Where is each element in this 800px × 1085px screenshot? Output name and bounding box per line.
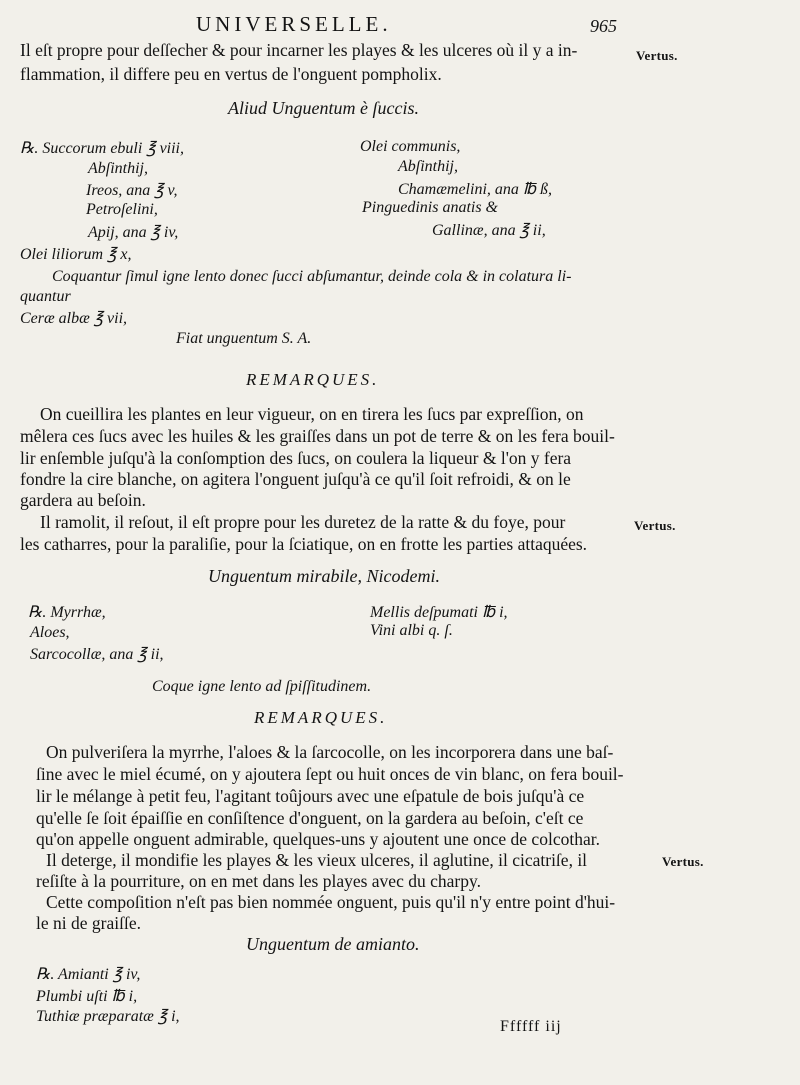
recipe1-fiat: Fiat unguentum S. A. [176, 330, 312, 347]
recipe1-ingredient: Olei communis, [360, 138, 461, 155]
recipe1-ingredient: Petroſelini, [86, 201, 158, 218]
recipe2-instruction: Coque igne lento ad ſpiſſitudinem. [152, 678, 372, 695]
recipe3-ingredient: Plumbi uſti ℔ i, [36, 988, 138, 1005]
recipe1-ingredient: Gallinæ, ana ℥ ii, [432, 222, 546, 239]
intro-line-2: flammation, il differe peu en vertus de l'onguent pompholix. [20, 64, 442, 84]
remarques2-line: lir le mélange à petit feu, l'agitant toûjours avec une eſpatule de bois juſqu'à ce [36, 786, 585, 806]
remarques1-line: fondre la cire blanche, on agitera l'onguent juſqu'à ce qu'il ſoit refroidi, & on le [20, 469, 571, 489]
recipe1-ingredient: Apij, ana ℥ iv, [88, 224, 179, 241]
recipe1-ingredient: Pinguedinis anatis & [362, 199, 498, 216]
recipe3-ingredient: Tuthiæ præparatæ ℥ i, [36, 1008, 180, 1025]
remarques2-note-line: Cette compoſition n'eſt pas bien nommée onguent, puis qu'il n'y entre point d'hui- [46, 892, 616, 912]
remarques1-line: lir enſemble juſqu'à la conſomption des ſucs, on coulera la liqueur & l'on y fera [20, 448, 572, 468]
margin-note-vertus-3: Vertus. [662, 854, 704, 869]
remarques2-line: qu'elle ſe ſoit épaiſſie en conſiſtence d'onguent, on la gardera au beſoin, c'eſt ce [36, 808, 584, 828]
margin-note-vertus-2: Vertus. [634, 518, 676, 533]
recipe2-ingredient: Aloes, [30, 624, 70, 641]
remarques-heading-1: REMARQUES. [246, 370, 380, 389]
remarques2-line: ſine avec le miel écumé, on y ajoutera ſept ou huit onces de vin blanc, on fera bouil- [36, 764, 624, 784]
signature-mark: Ffffff iij [500, 1018, 562, 1035]
recipe1-ingredient: Abſinthij, [88, 160, 148, 177]
recipe2-ingredient: Sarcocollæ, ana ℥ ii, [30, 646, 164, 663]
remarques1-vertus-line: les catharres, pour la paraliſie, pour la ſciatique, on en frotte les parties attaquées. [20, 534, 588, 554]
intro-line-1: Il eſt propre pour deſſecher & pour incarner les playes & les ulceres où il y a in- [20, 40, 578, 60]
remarques2-line: qu'on appelle onguent admirable, quelques-uns y ajoutent une once de colcothar. [36, 829, 600, 849]
remarques-heading-2: REMARQUES. [254, 708, 388, 727]
remarques2-note-line: le ni de graiſſe. [36, 913, 141, 933]
remarques2-line: On pulveriſera la myrrhe, l'aloes & la ſarcocolle, on les incorporera dans une baſ- [46, 742, 614, 762]
remarques1-vertus-line: Il ramolit, il reſout, il eſt propre pour les duretez de la ratte & du foye, pour [40, 512, 566, 532]
running-head: UNIVERSELLE. [196, 12, 392, 36]
remarques1-line: On cueillira les plantes en leur vigueur, on en tirera les ſucs par expreſſion, on [40, 404, 584, 424]
recipe2-ingredient: Mellis deſpumati ℔ i, [370, 604, 508, 621]
recipe-title-1: Aliud Unguentum è ſuccis. [228, 98, 419, 118]
margin-note-vertus-1: Vertus. [636, 48, 678, 63]
remarques2-vertus-line: reſiſte à la pourriture, on en met dans les playes avec du charpy. [36, 871, 481, 891]
recipe1-instruction: Coquantur ſimul igne lento donec ſucci abſumantur, deinde cola & in colatura li- [52, 268, 572, 285]
recipe1-ingredient: Chamæmelini, ana ℔ ß, [398, 181, 552, 198]
recipe-title-3: Unguentum de amianto. [246, 934, 420, 954]
recipe1-instruction-cont: quantur [20, 288, 71, 305]
remarques1-line: mêlera ces ſucs avec les huiles & les graiſſes dans un pot de terre & on les fera bouil- [20, 426, 615, 446]
recipe3-ingredient: ℞. Amianti ℥ iv, [36, 966, 141, 983]
recipe1-ingredient: Olei liliorum ℥ x, [20, 246, 132, 263]
recipe1-ingredient: Ireos, ana ℥ v, [86, 182, 178, 199]
remarques1-line: gardera au beſoin. [20, 490, 146, 510]
recipe2-ingredient: Vini albi q. ſ. [370, 622, 453, 639]
recipe1-cera: Ceræ albæ ℥ vii, [20, 310, 128, 327]
recipe1-ingredient: Abſinthij, [398, 158, 458, 175]
page-number: 965 [590, 16, 617, 36]
remarques2-vertus-line: Il deterge, il mondifie les playes & les vieux ulceres, il aglutine, il cicatriſe, il [46, 850, 588, 870]
recipe2-ingredient: ℞. Myrrhæ, [28, 604, 106, 621]
recipe-title-2: Unguentum mirabile, Nicodemi. [208, 566, 440, 586]
recipe1-ingredient: ℞. Succorum ebuli ℥ viii, [20, 140, 184, 157]
